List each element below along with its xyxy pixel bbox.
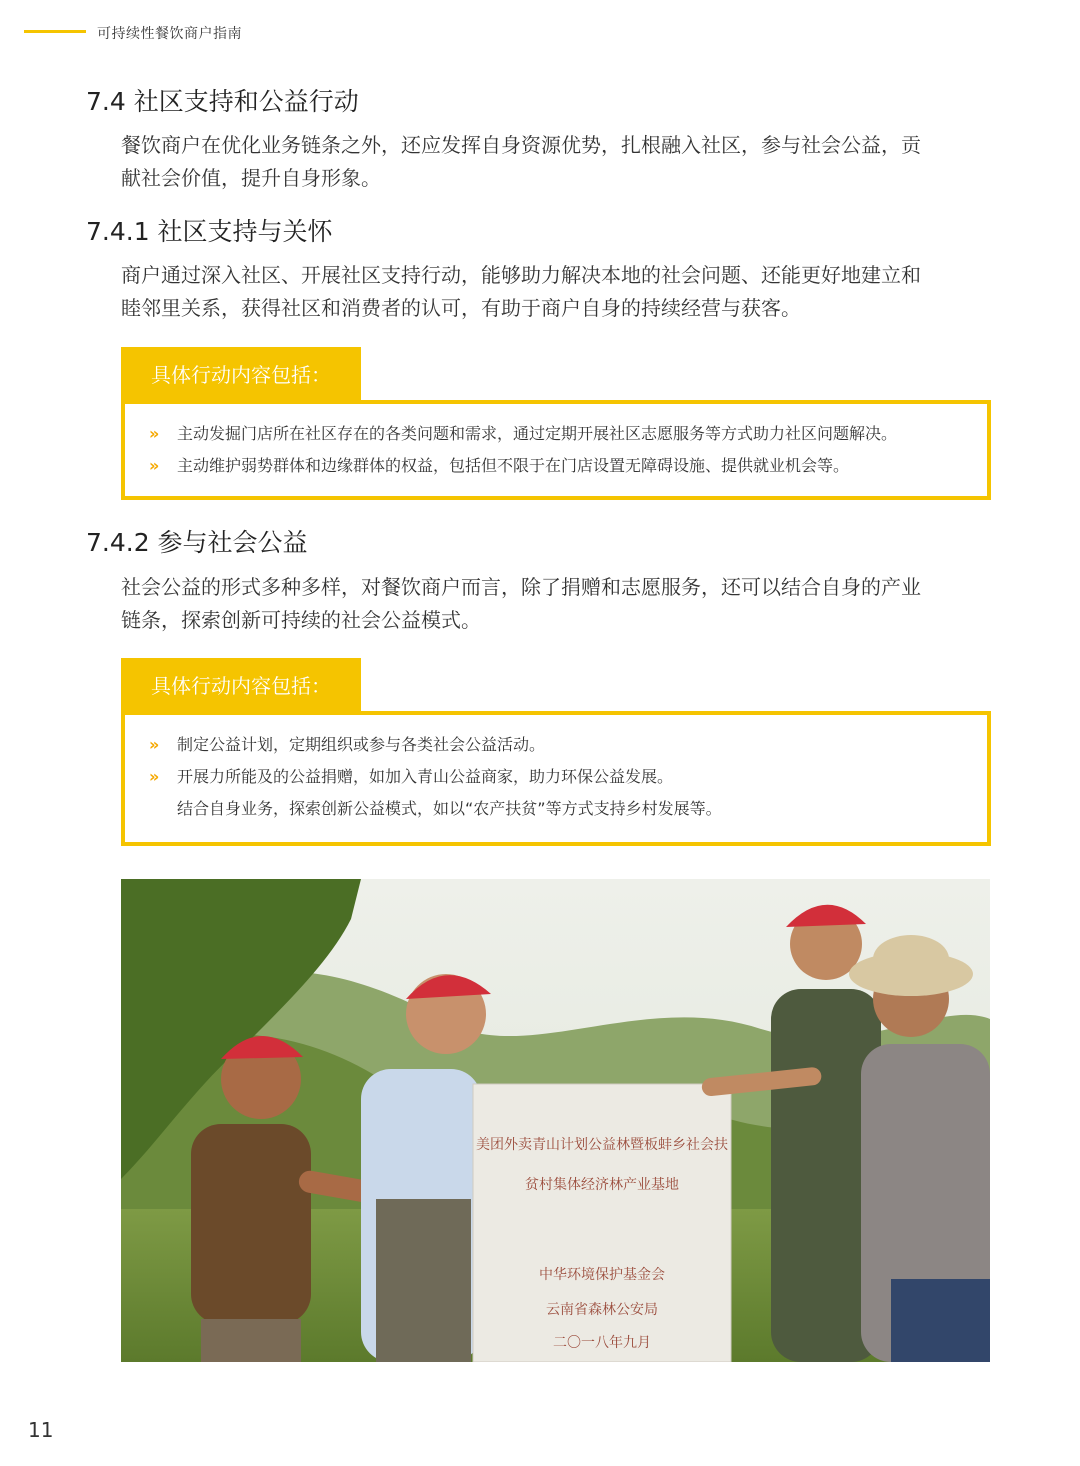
list-item-text: 结合自身业务，探索创新公益模式，如以“农产扶贫”等方式支持乡村发展等。 <box>177 799 722 818</box>
sub1-line-1: 商户通过深入社区、开展社区支持行动，能够助力解决本地的社会问题、还能更好地建立和 <box>121 263 921 287</box>
subsection-heading-1: 7.4.1 社区支持与关怀 <box>86 217 333 246</box>
stone-line-4: 云南省森林公安局 <box>546 1302 658 1318</box>
callout-title-2: 具体行动内容包括： <box>121 658 361 711</box>
callout-title-1: 具体行动内容包括： <box>121 347 361 400</box>
chevron-double-right-icon: » <box>149 424 160 443</box>
chevron-double-right-icon: » <box>149 767 160 786</box>
callout-box-1 <box>121 400 991 500</box>
section-intro <box>121 129 1001 195</box>
list-item-continuation <box>125 793 987 825</box>
subsection-text-2 <box>121 571 1001 637</box>
list-item <box>125 761 987 793</box>
chevron-double-right-icon: » <box>149 735 160 754</box>
list-item <box>125 418 987 450</box>
page-number: 11 <box>28 1418 54 1442</box>
running-header: 可持续性餐饮商户指南 <box>97 26 242 42</box>
subsection-text-1 <box>121 259 1001 325</box>
stone-line-1: 美团外卖青山计划公益林暨板蚌乡社会扶 <box>476 1137 728 1153</box>
list-item-text: 主动发掘门店所在社区存在的各类问题和需求，通过定期开展社区志愿服务等方式助力社区问题解决。 <box>177 424 898 443</box>
list-item <box>125 729 987 761</box>
section-heading: 7.4 社区支持和公益行动 <box>86 87 359 116</box>
intro-line-1: 餐饮商户在优化业务链条之外，还应发挥自身资源优势，扎根融入社区，参与社会公益，贡 <box>121 133 921 157</box>
stone-line-5: 二〇一八年九月 <box>553 1335 651 1351</box>
stone-line-3: 中华环境保护基金会 <box>539 1267 665 1283</box>
chevron-double-right-icon: » <box>149 456 160 475</box>
volunteers-photo <box>121 879 990 1362</box>
list-item <box>125 450 987 482</box>
list-item-text: 制定公益计划，定期组织或参与各类社会公益活动。 <box>177 735 546 754</box>
subsection-heading-2: 7.4.2 参与社会公益 <box>86 528 308 557</box>
header-accent-line <box>24 30 86 33</box>
sub2-line-1: 社会公益的形式多种多样，对餐饮商户而言，除了捐赠和志愿服务，还可以结合自身的产业 <box>121 575 921 599</box>
callout-box-2 <box>121 711 991 846</box>
photo-illustration <box>121 879 990 1362</box>
stone-marker <box>473 1084 731 1362</box>
list-item-text: 主动维护弱势群体和边缘群体的权益，包括但不限于在门店设置无障碍设施、提供就业机会等。 <box>177 456 850 475</box>
sub2-line-2: 链条，探索创新可持续的社会公益模式。 <box>121 608 481 632</box>
list-item-text: 开展力所能及的公益捐赠，如加入青山公益商家，助力环保公益发展。 <box>177 767 674 786</box>
stone-line-2: 贫村集体经济林产业基地 <box>525 1177 679 1193</box>
sub1-line-2: 睦邻里关系，获得社区和消费者的认可，有助于商户自身的持续经营与获客。 <box>121 296 801 320</box>
intro-line-2: 献社会价值，提升自身形象。 <box>121 166 381 190</box>
